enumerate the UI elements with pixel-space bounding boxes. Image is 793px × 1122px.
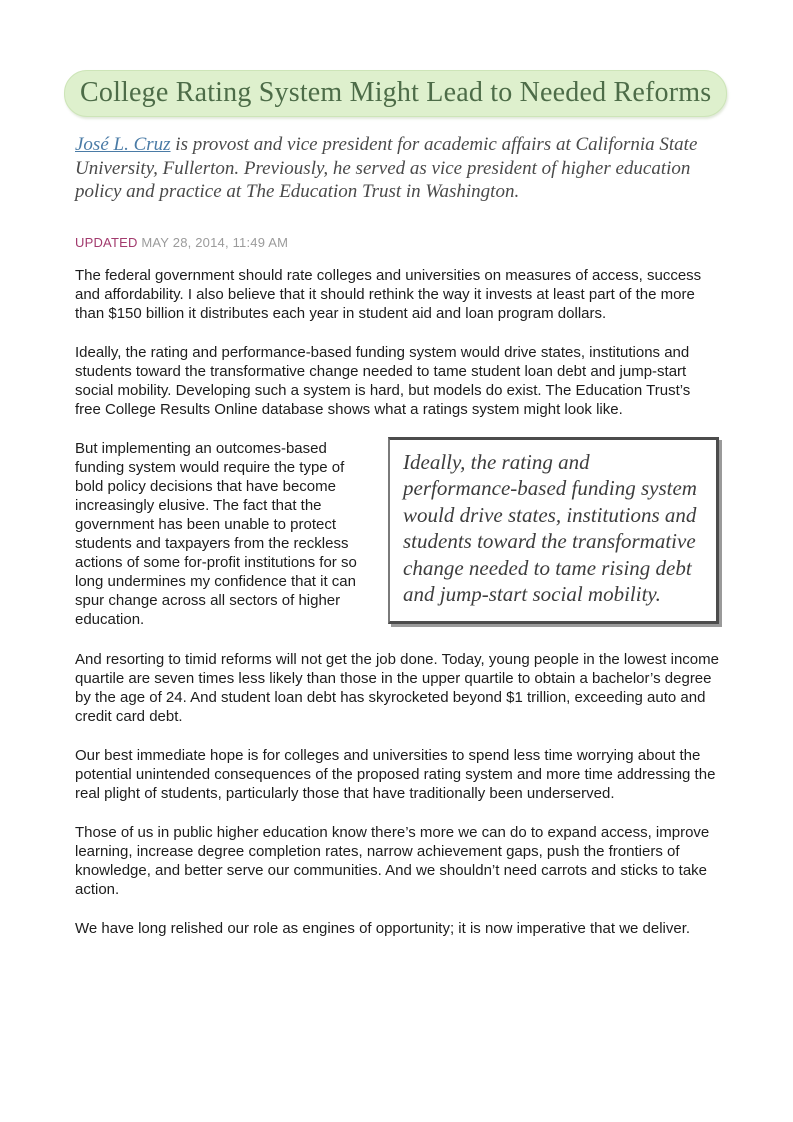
updated-label: UPDATED bbox=[75, 234, 138, 250]
paragraph-1: The federal government should rate colleges and universities on measures of access, success and affordability. I also believe that it should rethink the way it invests at least part of the more than $150 billion it distributes each year in student aid and loan program dollars. bbox=[75, 266, 702, 322]
paragraph-5: Our best immediate hope is for colleges and universities to spend less time worrying about the potential unintended consequences of the proposed rating system and more time addressing the real plight of students, particularly those that have traditionally been underserved. bbox=[75, 746, 716, 802]
paragraph-2: Ideally, the rating and performance-based funding system would drive states, institutions and students toward the transformative change needed to tame student loan debt and jump-start social mobility. Developing such a system is hard, but models do exist. The Education Trust’s free College Results Online database shows what a ratings system might look like. bbox=[75, 343, 691, 418]
article-title-banner bbox=[64, 70, 727, 117]
paragraph-4: And resorting to timid reforms will not get the job done. Today, young people in the lowest income quartile are seven times less likely than those in the upper quartile to obtain a bachelor’s degree by the age of 24. And student loan debt has skyrocketed beyond $1 trillion, exceeding auto and credit card debt. bbox=[75, 650, 719, 725]
updated-line bbox=[75, 235, 719, 251]
article-title: College Rating System Might Lead to Needed Reforms bbox=[80, 77, 712, 108]
paragraph-7: We have long relished our role as engines of opportunity; it is now imperative that we deliver. bbox=[75, 919, 691, 937]
author-link[interactable]: José L. Cruz bbox=[75, 134, 171, 155]
updated-timestamp: MAY 28, 2014, 11:49 AM bbox=[141, 234, 289, 250]
pull-quote-text: Ideally, the rating and performance-based funding system would drive states, institutions and students toward the transformative change needed to tame rising debt and jump-start social mobility. bbox=[403, 449, 697, 606]
paragraph-6: Those of us in public higher education know there’s more we can do to expand access, improve learning, increase degree completion rates, narrow achievement gaps, push the frontiers of knowledge, and better serve our communities. And we shouldn’t need carrots and sticks to take action. bbox=[75, 823, 710, 898]
pull-quote-box bbox=[388, 437, 719, 624]
paragraph-3: But implementing an outcomes-based funding system would require the type of bold policy decisions that have become increasingly elusive. The fact that the government has been unable to protect students and taxpayers from the reckless actions of some for-profit institutions for so long undermines my confidence that it can spur change across all sectors of higher education. bbox=[75, 439, 357, 628]
paragraph-with-pull-quote bbox=[75, 439, 719, 629]
left-column bbox=[75, 439, 370, 629]
byline bbox=[75, 133, 705, 204]
byline-text: is provost and vice president for academic affairs at California State University, Fullerton. Previously, he served as vice president of higher education policy and practice at The Education Trust in Washington. bbox=[75, 134, 698, 202]
